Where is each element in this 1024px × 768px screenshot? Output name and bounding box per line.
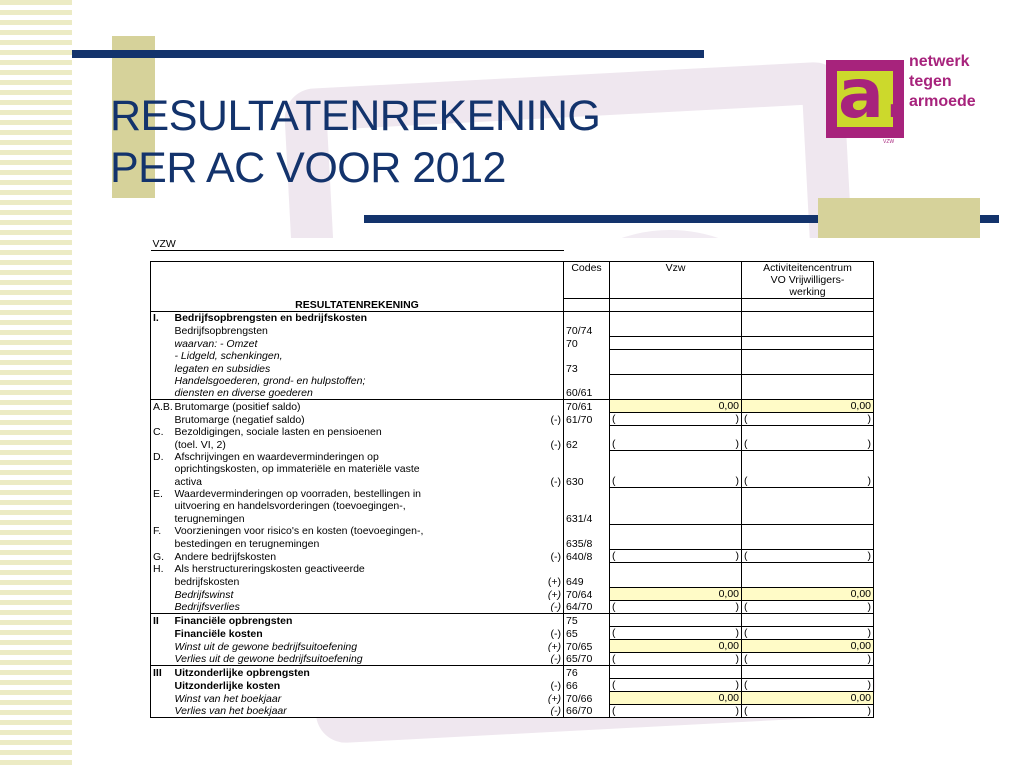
vzw-value-cell — [610, 537, 742, 550]
row-number — [151, 387, 173, 400]
row-number: I. — [151, 312, 173, 325]
slide-title-line-2: PER AC VOOR 2012 — [110, 144, 506, 192]
vzw-value-cell: ( ) — [610, 627, 742, 640]
centrum-value-cell — [742, 324, 874, 337]
row-label: uitvoering en handelsvorderingen (toevoegingen-, — [174, 500, 406, 512]
row-code: 70 — [564, 337, 610, 350]
row-number: III — [151, 666, 173, 679]
vzw-value-cell — [610, 575, 742, 588]
row-number — [151, 324, 173, 337]
row-label: (toel. VI, 2) — [174, 438, 226, 451]
centrum-value-cell: ( ) — [742, 627, 874, 640]
centrum-value-cell — [742, 488, 874, 501]
row-sign — [544, 614, 564, 627]
row-code: 61/70 — [564, 413, 610, 426]
row-sign: (-) — [550, 653, 562, 665]
row-code: 75 — [564, 614, 610, 627]
decorative-stripes — [0, 0, 72, 768]
row-sign: (-) — [550, 438, 562, 451]
logo-letter: a. — [838, 55, 910, 134]
centrum-value-cell — [742, 500, 874, 512]
vzw-value-cell — [610, 463, 742, 475]
centrum-value-cell — [742, 512, 874, 525]
vzw-value-cell: ( ) — [610, 705, 742, 718]
row-code — [564, 350, 610, 363]
row-number — [151, 601, 173, 614]
row-label: Bedrijfswinst — [174, 588, 234, 601]
table-row — [151, 512, 874, 525]
table-row — [151, 387, 874, 400]
table-row — [151, 324, 874, 337]
row-sign: (-) — [550, 475, 562, 488]
row-number — [151, 640, 173, 653]
row-label: bedrijfskosten — [174, 575, 240, 588]
row-sign: (-) — [550, 550, 562, 563]
table-row — [151, 500, 874, 512]
row-sign: (-) — [550, 413, 562, 426]
row-sign — [544, 375, 564, 388]
centrum-value-cell: ( ) — [742, 413, 874, 426]
table-row — [151, 666, 874, 679]
row-label: Voorzieningen voor risico's en kosten (toevoegingen-, — [174, 525, 424, 537]
table-row — [151, 475, 874, 488]
vzw-value-cell: 0,00 — [610, 640, 742, 653]
row-label: Winst van het boekjaar — [174, 692, 282, 705]
row-code — [564, 488, 610, 501]
vzw-value-cell — [610, 312, 742, 325]
row-sign — [544, 537, 564, 550]
logo-text — [909, 52, 976, 112]
table-row — [151, 451, 874, 464]
row-number: D. — [151, 451, 173, 464]
row-label: activa — [174, 475, 202, 488]
centrum-value-cell: 0,00 — [742, 588, 874, 601]
row-code — [564, 463, 610, 475]
centrum-value-cell — [742, 312, 874, 325]
table-row — [151, 312, 874, 325]
row-sign — [544, 525, 564, 538]
row-sign: (+) — [547, 692, 562, 705]
row-code: 66/70 — [564, 705, 610, 718]
row-number — [151, 337, 173, 350]
row-number: E. — [151, 488, 173, 501]
row-sign — [544, 463, 564, 475]
logo-text-line-2: tegen — [909, 73, 952, 90]
row-sign: (-) — [544, 705, 564, 718]
row-code — [564, 500, 610, 512]
row-label: Bedrijfsopbrengsten en bedrijfskosten — [174, 312, 368, 324]
row-label: Bedrijfsverlies — [174, 601, 240, 613]
table-row — [151, 640, 874, 653]
row-number — [151, 588, 173, 601]
row-sign — [544, 387, 564, 400]
row-number — [151, 500, 173, 512]
centrum-value-cell — [742, 666, 874, 679]
row-sign — [544, 312, 564, 325]
title-accent-square-right — [818, 198, 980, 238]
row-number — [151, 575, 173, 588]
row-label: Winst uit de gewone bedrijfsuitoefening — [174, 640, 358, 653]
row-code — [564, 563, 610, 576]
vzw-header: Vzw — [610, 262, 742, 299]
centrum-value-cell — [742, 350, 874, 363]
vzw-value-cell — [610, 350, 742, 363]
row-number — [151, 375, 173, 388]
activiteitencentrum-header-line-3: werking — [789, 286, 826, 298]
vzw-value-cell — [610, 666, 742, 679]
table-row — [151, 426, 874, 439]
row-label: Verlies uit de gewone bedrijfsuitoefening — [174, 653, 363, 665]
row-code: 65/70 — [564, 653, 610, 666]
centrum-value-cell: ( ) — [742, 653, 874, 666]
vzw-value-cell: ( ) — [610, 438, 742, 451]
row-number — [151, 463, 173, 475]
vzw-value-cell: ( ) — [610, 679, 742, 692]
table-row — [151, 488, 874, 501]
row-code: 631/4 — [564, 512, 610, 525]
section-title: RESULTATENREKENING — [151, 299, 564, 312]
row-number — [151, 627, 173, 640]
row-label: Verlies van het boekjaar — [173, 705, 544, 718]
vzw-value-cell — [610, 451, 742, 464]
row-code — [564, 525, 610, 538]
activiteitencentrum-header-line-1: Activiteitencentrum — [763, 262, 852, 274]
table-row — [151, 563, 874, 576]
row-code: 70/65 — [564, 640, 610, 653]
row-sign — [544, 362, 564, 375]
activiteitencentrum-header — [742, 262, 874, 299]
logo-small-text: VZW — [883, 139, 895, 145]
row-number — [151, 362, 173, 375]
entity-label: VZW — [151, 238, 564, 251]
centrum-value-cell: ( ) — [742, 705, 874, 718]
row-number — [151, 512, 173, 525]
table-row — [151, 525, 874, 538]
logo-text-line-3: armoede — [909, 93, 976, 110]
row-sign: (+) — [547, 640, 562, 653]
row-sign — [544, 512, 564, 525]
row-number — [151, 350, 173, 363]
table-row — [151, 601, 874, 614]
row-sign: (-) — [550, 679, 562, 692]
row-label: Brutomarge (positief saldo) — [173, 400, 544, 413]
row-code — [564, 375, 610, 388]
vzw-value-cell — [610, 337, 742, 350]
centrum-value-cell: ( ) — [742, 601, 874, 614]
row-number — [151, 705, 173, 718]
row-code: 60/61 — [564, 387, 610, 400]
row-code: 64/70 — [564, 601, 610, 614]
centrum-value-cell — [742, 575, 874, 588]
row-label: Afschrijvingen en waardeverminderingen op — [174, 451, 379, 463]
table-row — [151, 362, 874, 375]
row-sign — [544, 451, 564, 464]
logo-text-line-1: netwerk — [909, 53, 970, 70]
row-code — [564, 312, 610, 325]
row-code: 62 — [564, 438, 610, 451]
centrum-value-cell — [742, 387, 874, 400]
row-code: 73 — [564, 362, 610, 375]
centrum-value-cell — [742, 375, 874, 388]
results-sheet — [150, 238, 873, 746]
row-code: 649 — [564, 575, 610, 588]
row-label: oprichtingskosten, op immateriële en materiële vaste — [174, 463, 420, 475]
activiteitencentrum-header-line-2: VO Vrijwilligers- — [770, 274, 845, 286]
row-label: Andere bedrijfskosten — [174, 550, 277, 563]
codes-header: Codes — [564, 262, 610, 299]
row-number: C. — [151, 426, 173, 439]
table-row — [151, 692, 874, 705]
centrum-value-cell — [742, 337, 874, 350]
row-code — [564, 451, 610, 464]
row-number — [151, 475, 173, 488]
centrum-value-cell: ( ) — [742, 475, 874, 488]
vzw-value-cell — [610, 512, 742, 525]
slide-title — [110, 90, 600, 194]
table-row — [151, 550, 874, 563]
vzw-value-cell: 0,00 — [610, 692, 742, 705]
row-label: Bedrijfsopbrengsten — [174, 324, 268, 337]
row-label: terugnemingen — [174, 512, 245, 525]
row-number: F. — [151, 525, 173, 538]
centrum-value-cell: 0,00 — [742, 640, 874, 653]
row-label: Waardeverminderingen op voorraden, bestellingen in — [174, 488, 422, 500]
table-row — [151, 705, 874, 718]
centrum-value-cell: ( ) — [742, 679, 874, 692]
centrum-value-cell — [742, 525, 874, 538]
row-sign — [544, 400, 564, 413]
row-number: A.B. — [151, 400, 173, 413]
row-number — [151, 537, 173, 550]
vzw-value-cell: 0,00 — [610, 400, 742, 413]
row-code: 76 — [564, 666, 610, 679]
table-row — [151, 400, 874, 413]
table-row — [151, 438, 874, 451]
vzw-value-cell: ( ) — [610, 601, 742, 614]
row-code: 635/8 — [564, 537, 610, 550]
table-row — [151, 413, 874, 426]
row-label: diensten en diverse goederen — [174, 387, 313, 399]
vzw-value-cell: ( ) — [610, 475, 742, 488]
vzw-value-cell — [610, 500, 742, 512]
row-label: Brutomarge (negatief saldo) — [174, 413, 305, 426]
row-label: Uitzonderlijke opbrengsten — [173, 666, 544, 679]
table-row — [151, 588, 874, 601]
row-number: G. — [151, 550, 173, 563]
row-sign — [544, 500, 564, 512]
row-code: 70/74 — [564, 324, 610, 337]
vzw-value-cell — [610, 525, 742, 538]
row-sign — [544, 666, 564, 679]
row-label: Bezoldigingen, sociale lasten en pensioenen — [174, 426, 382, 438]
table-row — [151, 337, 874, 350]
row-label: Als herstructureringskosten geactiveerde — [174, 563, 365, 575]
row-code: 70/61 — [564, 400, 610, 413]
centrum-value-cell — [742, 537, 874, 550]
row-sign: (+) — [547, 588, 562, 601]
row-sign — [544, 426, 564, 439]
vzw-value-cell — [610, 563, 742, 576]
table-row — [151, 627, 874, 640]
row-sign: (+) — [547, 575, 562, 588]
table-row — [151, 463, 874, 475]
centrum-value-cell — [742, 614, 874, 627]
row-code: 66 — [564, 679, 610, 692]
centrum-value-cell — [742, 426, 874, 439]
row-code: 630 — [564, 475, 610, 488]
row-label: Uitzonderlijke kosten — [174, 679, 281, 692]
row-label: Financiële kosten — [174, 627, 263, 640]
title-top-bar — [72, 50, 704, 58]
row-number — [151, 653, 173, 666]
row-sign — [544, 488, 564, 501]
vzw-value-cell — [610, 488, 742, 501]
row-sign — [544, 337, 564, 350]
row-sign: (-) — [550, 601, 562, 613]
row-label: bestedingen en terugnemingen — [174, 537, 320, 550]
centrum-value-cell: ( ) — [742, 550, 874, 563]
slide-title-line-1: RESULTATENREKENING — [110, 92, 601, 140]
row-sign — [544, 324, 564, 337]
table-row — [151, 679, 874, 692]
row-label: Financiële opbrengsten — [173, 614, 544, 627]
vzw-value-cell: ( ) — [610, 413, 742, 426]
row-label: - Lidgeld, schenkingen, — [174, 350, 283, 362]
row-number — [151, 692, 173, 705]
table-row — [151, 375, 874, 388]
row-label: legaten en subsidies — [174, 362, 271, 375]
vzw-value-cell — [610, 324, 742, 337]
row-label: waarvan: - Omzet — [174, 337, 258, 350]
centrum-value-cell: ( ) — [742, 438, 874, 451]
table-row — [151, 614, 874, 627]
row-code: 70/66 — [564, 692, 610, 705]
row-code: 640/8 — [564, 550, 610, 563]
row-code: 65 — [564, 627, 610, 640]
row-code — [564, 426, 610, 439]
table-row — [151, 350, 874, 363]
row-number — [151, 438, 173, 451]
row-sign — [544, 563, 564, 576]
vzw-value-cell — [610, 375, 742, 388]
table-row — [151, 575, 874, 588]
vzw-value-cell — [610, 387, 742, 400]
table-row — [151, 653, 874, 666]
centrum-value-cell — [742, 362, 874, 375]
row-code: 70/64 — [564, 588, 610, 601]
centrum-value-cell — [742, 451, 874, 464]
row-label: Handelsgoederen, grond- en hulpstoffen; — [174, 375, 366, 387]
vzw-value-cell — [610, 362, 742, 375]
row-sign — [544, 350, 564, 363]
row-sign: (-) — [550, 627, 562, 640]
row-number: H. — [151, 563, 173, 576]
centrum-value-cell — [742, 563, 874, 576]
vzw-value-cell: 0,00 — [610, 588, 742, 601]
centrum-value-cell: 0,00 — [742, 692, 874, 705]
vzw-value-cell: ( ) — [610, 653, 742, 666]
row-number — [151, 679, 173, 692]
table-row — [151, 537, 874, 550]
centrum-value-cell — [742, 463, 874, 475]
vzw-value-cell — [610, 426, 742, 439]
row-number: II — [151, 614, 173, 627]
vzw-value-cell: ( ) — [610, 550, 742, 563]
row-number — [151, 413, 173, 426]
centrum-value-cell: 0,00 — [742, 400, 874, 413]
vzw-value-cell — [610, 614, 742, 627]
results-table — [150, 238, 874, 718]
